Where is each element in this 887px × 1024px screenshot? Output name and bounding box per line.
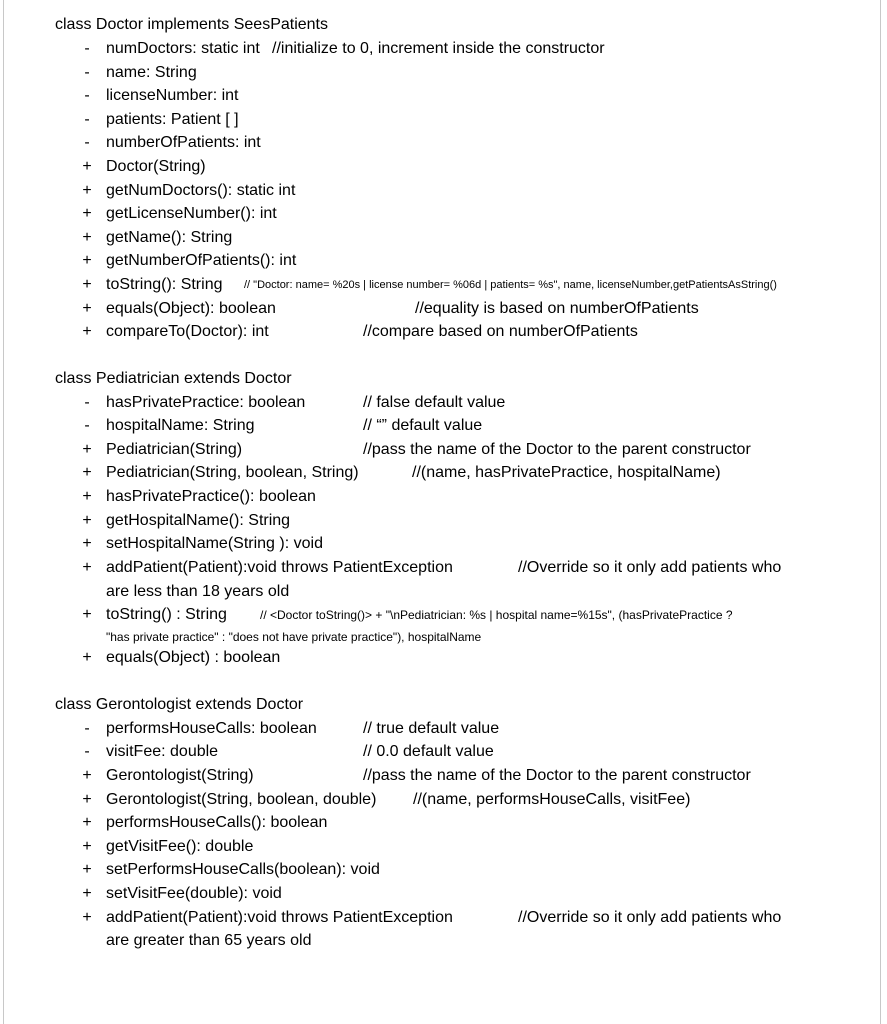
visibility-symbol: + xyxy=(82,791,92,808)
member-comment: // true default value xyxy=(363,720,500,737)
member-text: equals(Object): boolean xyxy=(106,300,276,317)
class-header-doctor: class Doctor implements SeesPatients xyxy=(55,16,328,33)
member-text: numDoctors: static int xyxy=(106,40,260,57)
member-text: Pediatrician(String, boolean, String) xyxy=(106,464,359,481)
member-comment: // "Doctor: name= %20s | license number= %06d | patients= %s", name, licenseNumber,getPatientsAsString() xyxy=(244,279,777,291)
member-comment: // false default value xyxy=(363,394,506,411)
member-text: getName(): String xyxy=(106,229,233,246)
visibility-symbol: - xyxy=(84,417,90,434)
visibility-symbol: + xyxy=(82,838,92,855)
member-comment: //(name, performsHouseCalls, visitFee) xyxy=(413,791,691,808)
visibility-symbol: + xyxy=(82,182,92,199)
member-comment: // “” default value xyxy=(363,417,483,434)
member-text: numberOfPatients: int xyxy=(106,134,261,151)
member-comment: //pass the name of the Doctor to the parent constructor xyxy=(363,441,751,458)
visibility-symbol: + xyxy=(82,767,92,784)
member-comment: //compare based on numberOfPatients xyxy=(363,323,638,340)
visibility-symbol: + xyxy=(82,649,92,666)
visibility-symbol: + xyxy=(82,252,92,269)
member-text: performsHouseCalls: boolean xyxy=(106,720,317,737)
visibility-symbol: + xyxy=(82,861,92,878)
member-text: toString(): String xyxy=(106,276,223,293)
visibility-symbol: - xyxy=(84,87,90,104)
member-text: addPatient(Patient):void throws PatientException xyxy=(106,909,453,926)
member-text: compareTo(Doctor): int xyxy=(106,323,269,340)
member-text: Doctor(String) xyxy=(106,158,206,175)
visibility-symbol: + xyxy=(82,606,92,623)
member-text: patients: Patient [ ] xyxy=(106,111,239,128)
member-text: equals(Object) : boolean xyxy=(106,649,281,666)
visibility-symbol: + xyxy=(82,464,92,481)
member-text: setVisitFee(double): void xyxy=(106,885,282,902)
visibility-symbol: - xyxy=(84,394,90,411)
member-comment: //Override so it only add patients who xyxy=(518,559,782,576)
member-continuation: are less than 18 years old xyxy=(106,583,290,600)
member-continuation: "has private practice" : "does not have private practice"), hospitalName xyxy=(106,630,482,644)
member-text: licenseNumber: int xyxy=(106,87,239,104)
visibility-symbol: - xyxy=(84,743,90,760)
visibility-symbol: + xyxy=(82,323,92,340)
visibility-symbol: - xyxy=(84,40,90,57)
member-comment: //pass the name of the Doctor to the parent constructor xyxy=(363,767,751,784)
member-comment: // <Doctor toString()> + "\nPediatrician: %s | hospital name=%15s", (hasPrivatePractice ? xyxy=(260,608,733,622)
member-text: performsHouseCalls(): boolean xyxy=(106,814,328,831)
visibility-symbol: + xyxy=(82,535,92,552)
member-comment: //(name, hasPrivatePractice, hospitalName) xyxy=(412,464,721,481)
visibility-symbol: - xyxy=(84,720,90,737)
member-text: visitFee: double xyxy=(106,743,219,760)
member-text: Gerontologist(String) xyxy=(106,767,254,784)
class-header-gerontologist: class Gerontologist extends Doctor xyxy=(55,696,304,713)
visibility-symbol: - xyxy=(84,134,90,151)
visibility-symbol: + xyxy=(82,512,92,529)
visibility-symbol: + xyxy=(82,441,92,458)
member-text: getHospitalName(): String xyxy=(106,512,291,529)
member-text: hasPrivatePractice: boolean xyxy=(106,394,306,411)
member-comment: //initialize to 0, increment inside the constructor xyxy=(272,40,605,57)
visibility-symbol: + xyxy=(82,814,92,831)
member-comment: // 0.0 default value xyxy=(363,743,494,760)
member-text: getLicenseNumber(): int xyxy=(106,205,277,222)
visibility-symbol: - xyxy=(84,64,90,81)
member-comment: //Override so it only add patients who xyxy=(518,909,782,926)
member-text: setHospitalName(String ): void xyxy=(106,535,323,552)
visibility-symbol: + xyxy=(82,909,92,926)
member-comment: //equality is based on numberOfPatients xyxy=(415,300,699,317)
visibility-symbol: + xyxy=(82,885,92,902)
visibility-symbol: + xyxy=(82,300,92,317)
class-header-pediatrician: class Pediatrician extends Doctor xyxy=(55,370,292,387)
member-text: addPatient(Patient):void throws PatientException xyxy=(106,559,453,576)
member-text: getNumberOfPatients(): int xyxy=(106,252,297,269)
member-text: hospitalName: String xyxy=(106,417,255,434)
member-text: toString() : String xyxy=(106,606,227,623)
member-text: getNumDoctors(): static int xyxy=(106,182,296,199)
member-text: setPerformsHouseCalls(boolean): void xyxy=(106,861,380,878)
member-text: name: String xyxy=(106,64,197,81)
visibility-symbol: + xyxy=(82,488,92,505)
visibility-symbol: + xyxy=(82,559,92,576)
member-text: hasPrivatePractice(): boolean xyxy=(106,488,316,505)
visibility-symbol: + xyxy=(82,229,92,246)
member-text: getVisitFee(): double xyxy=(106,838,254,855)
visibility-symbol: + xyxy=(82,276,92,293)
visibility-symbol: + xyxy=(82,205,92,222)
member-continuation: are greater than 65 years old xyxy=(106,932,312,949)
member-text: Pediatrician(String) xyxy=(106,441,243,458)
document-page xyxy=(3,0,881,1024)
uml-content xyxy=(4,0,880,1024)
visibility-symbol: + xyxy=(82,158,92,175)
member-text: Gerontologist(String, boolean, double) xyxy=(106,791,377,808)
visibility-symbol: - xyxy=(84,111,90,128)
